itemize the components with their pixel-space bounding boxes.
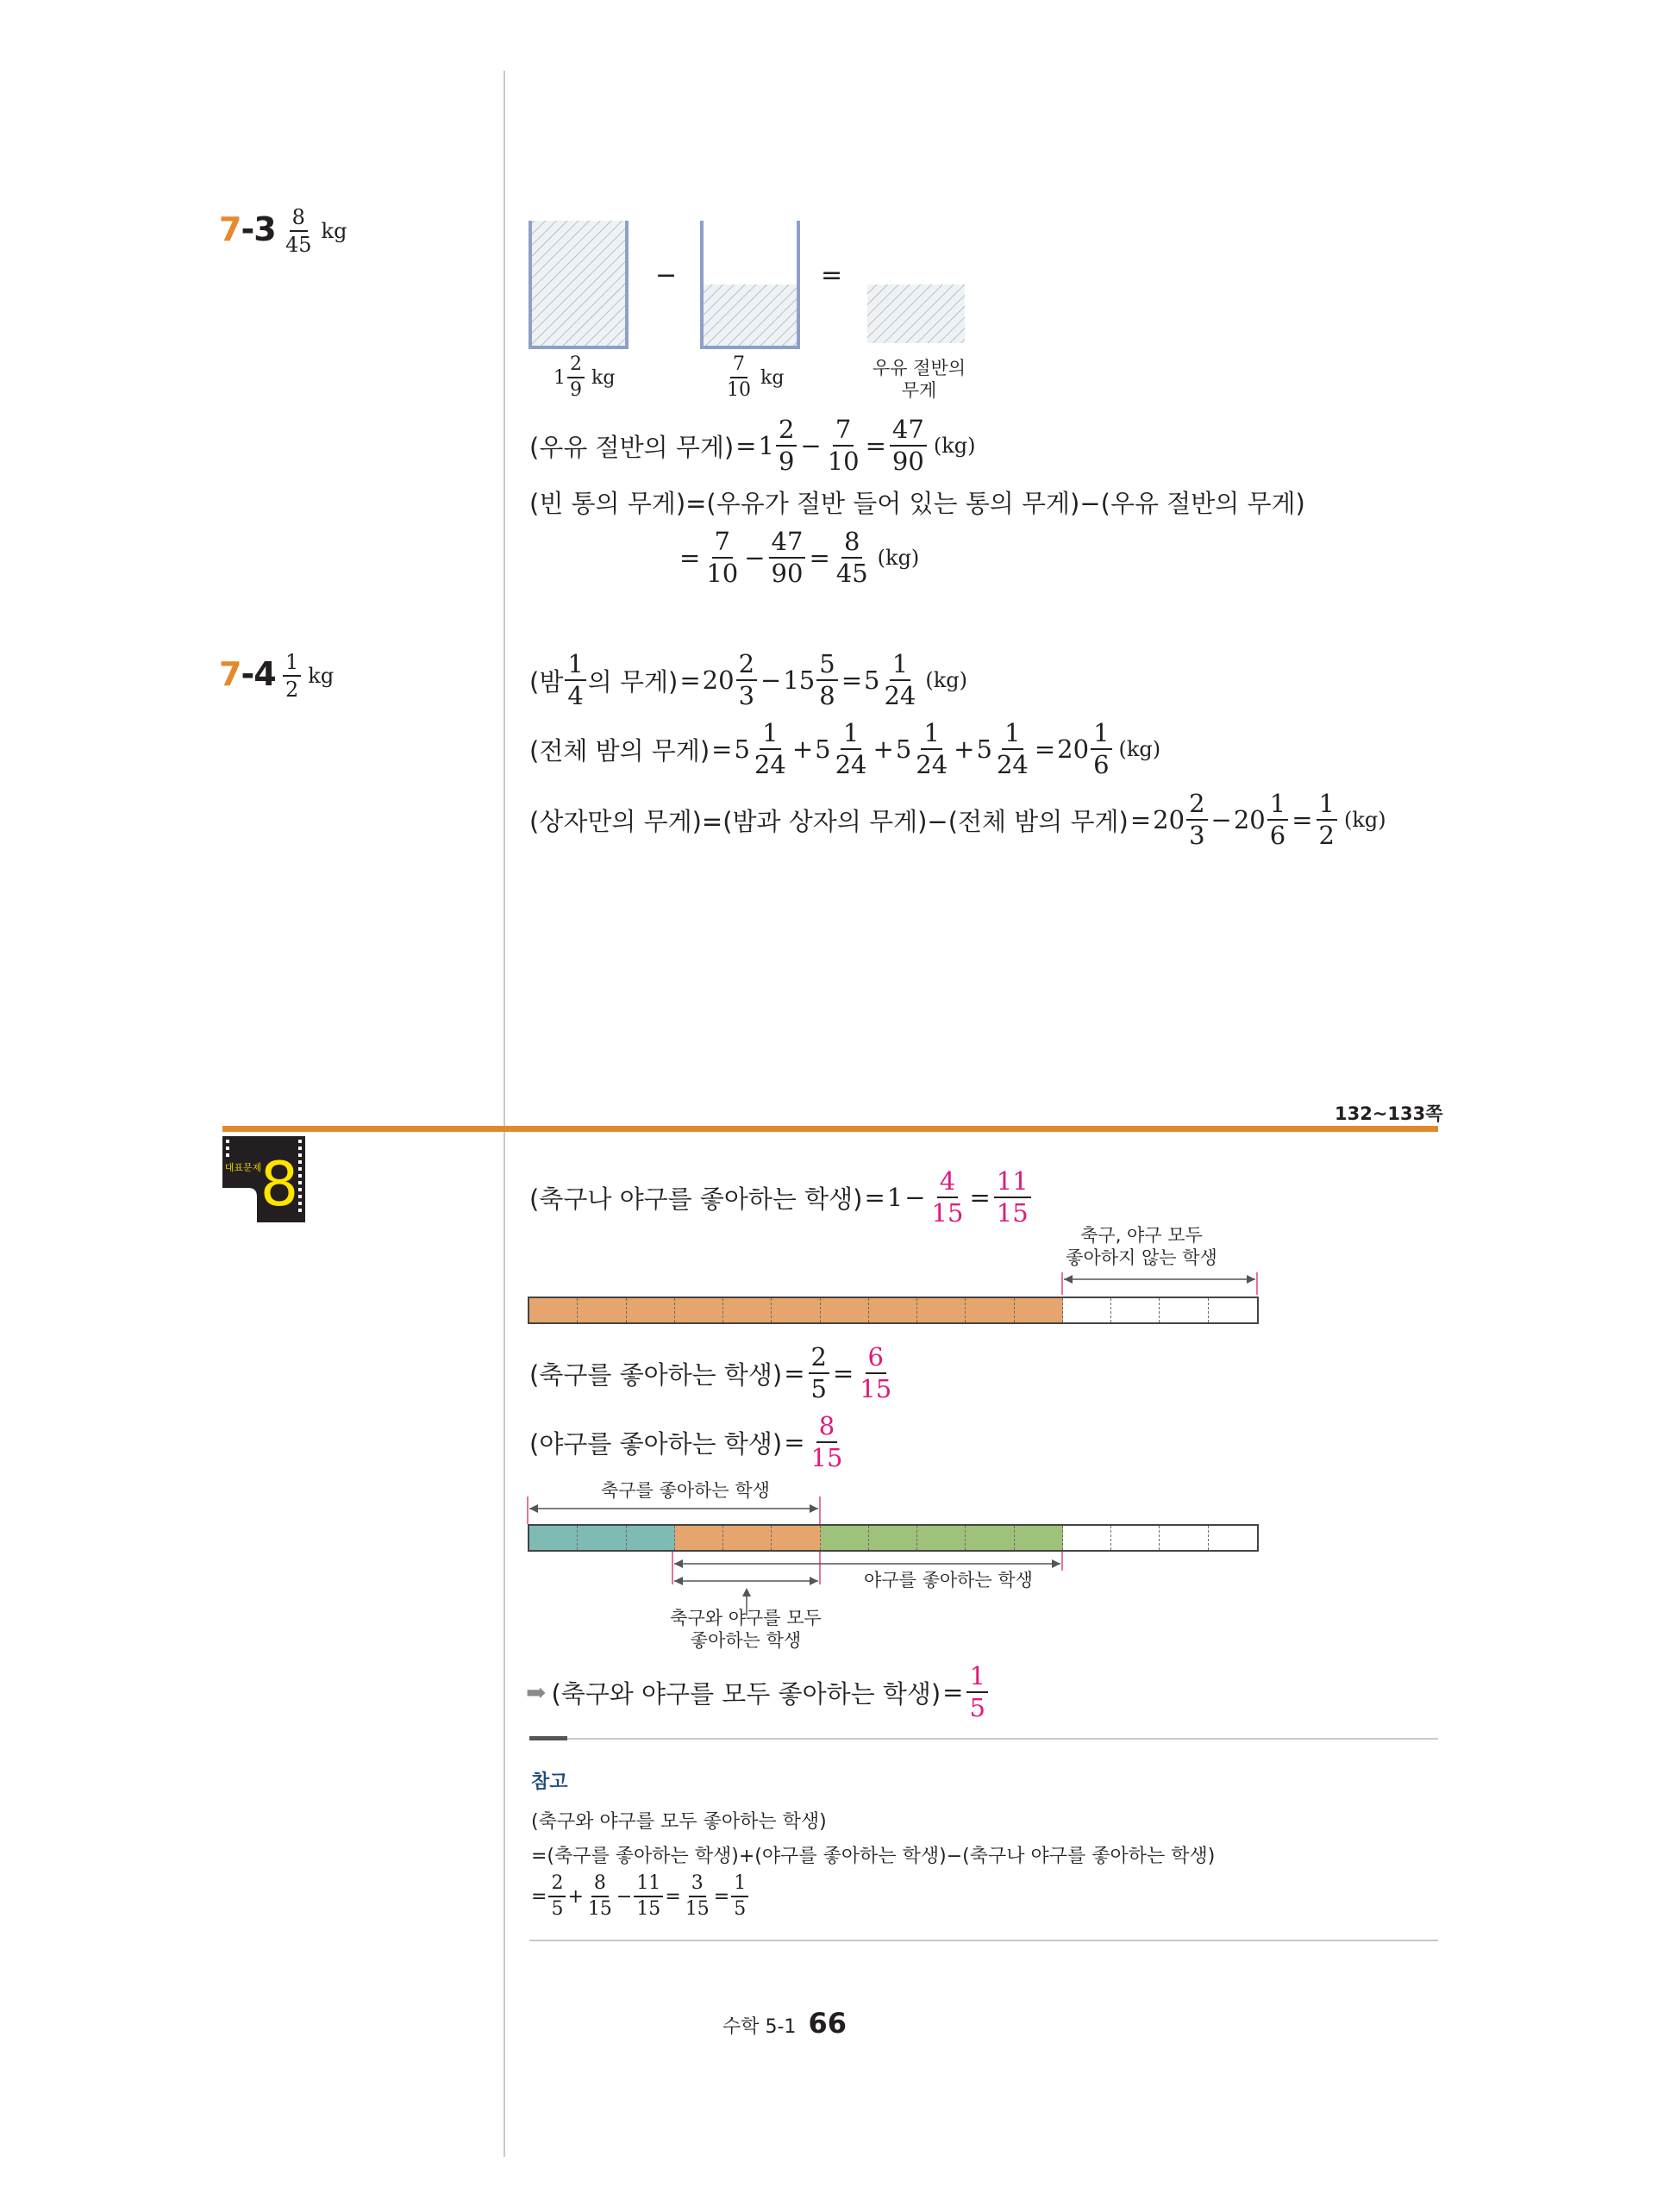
sol8-l3-label: (야구를 좋아하는 학생) xyxy=(529,1428,783,1459)
bar-segment xyxy=(869,1298,917,1322)
conclusion-arrow-icon: ➡ xyxy=(526,1678,547,1707)
label2-unit: kg xyxy=(760,366,785,389)
bar-segment xyxy=(627,1298,675,1322)
answer-7-3 xyxy=(281,207,347,255)
bar-segment xyxy=(1015,1526,1063,1550)
bar-segment xyxy=(917,1526,966,1550)
bar-segment xyxy=(966,1526,1014,1550)
bar-segment xyxy=(1063,1298,1111,1322)
sol8-line4: ➡ (축구와 야구를 모두 좋아하는 학생) = $\frac{1}{5}$ xyxy=(526,1664,990,1721)
label1-whole: 1 xyxy=(554,366,566,389)
bar1-model xyxy=(528,1297,1259,1324)
problem-number-7-3 xyxy=(219,210,276,248)
answer-unit: kg xyxy=(321,219,347,243)
sol73-l1-label: (우유 절반의 무게) xyxy=(529,432,735,462)
note-line3: = $\frac{2}{5}$ + $\frac{8}{15}$ − $\frac{11}{15}$ = $\frac{3}{15}$ = $\frac{1}{5}$ xyxy=(531,1874,750,1919)
sol74-l2-label: (전체 밤의 무게) xyxy=(529,735,710,765)
diagram-label-1 xyxy=(554,355,615,400)
sol74-unit-2: (kg) xyxy=(1118,737,1161,761)
sol8-l1-label: (축구나 야구를 좋아하는 학생) xyxy=(529,1184,863,1214)
bar-segment xyxy=(966,1298,1014,1322)
sol74-line3: (상자만의 무게)=(밤과 상자의 무게)−(전체 밤의 무게) = 20 $\frac{2}{3}$ − 20 $\frac{1}{6}$ = $\frac{1}{2}$ (kg) xyxy=(529,789,1386,850)
bar-segment xyxy=(723,1526,772,1550)
note-bottom-rule xyxy=(529,1940,1438,1941)
label1-unit: kg xyxy=(591,366,616,389)
answer-numerator: 8 xyxy=(290,207,308,232)
bar2-model xyxy=(528,1524,1259,1552)
bar-segment xyxy=(1209,1526,1257,1550)
bar1-caption-line2: 좋아하지 않는 학생 xyxy=(1066,1247,1217,1269)
answer-7-4 xyxy=(281,652,334,700)
bar-segment xyxy=(821,1526,869,1550)
bar1-caption xyxy=(1055,1224,1228,1270)
answer-denominator: 2 xyxy=(285,678,299,702)
diagram-minus: − xyxy=(655,260,678,291)
bar-segment xyxy=(529,1526,578,1550)
note-title: 참고 xyxy=(531,1771,568,1793)
bar-segment xyxy=(869,1526,917,1550)
label3-line1: 우유 절반의 xyxy=(872,358,966,378)
bar-segment xyxy=(578,1298,626,1322)
sol8-line3: (야구를 좋아하는 학생) = $\frac{8}{15}$ xyxy=(529,1411,843,1472)
diagram-equals: = xyxy=(821,260,843,291)
sol74-unit-1: (kg) xyxy=(925,668,968,692)
bar-segment xyxy=(1160,1526,1208,1550)
page-range: 132~133쪽 xyxy=(1335,1103,1443,1124)
bar2-top-caption: 축구를 좋아하는 학생 xyxy=(601,1480,770,1501)
bar1-caption-line1: 축구, 야구 모두 xyxy=(1080,1225,1203,1246)
bar-segment xyxy=(578,1526,626,1550)
representative-problem-badge xyxy=(222,1136,305,1222)
bar2-bottom-caption xyxy=(638,1607,854,1653)
bar-segment xyxy=(1111,1526,1160,1550)
bar-segment xyxy=(821,1298,869,1322)
problem-sub-number: -3 xyxy=(241,210,276,248)
half-milk-block xyxy=(867,284,965,343)
bar-segment xyxy=(772,1526,820,1550)
sol73-line3: = $\frac{7}{10}$ − $\frac{47}{90}$ = $\frac{8}{45}$ (kg) xyxy=(679,527,920,588)
diagram-label-2 xyxy=(722,355,784,400)
footer-book-title: 수학 5-1 xyxy=(722,2016,797,2038)
label2-den: 10 xyxy=(727,379,751,401)
sol8-l4-label: (축구와 야구를 모두 좋아하는 학생) xyxy=(551,1678,941,1709)
bar1-range-arrow xyxy=(1052,1271,1267,1297)
bar-segment xyxy=(1111,1298,1160,1322)
badge-number: 8 xyxy=(260,1149,299,1220)
sol73-line2: (빈 통의 무게)=(우유가 절반 들어 있는 통의 무게)−(우유 절반의 무게) xyxy=(529,489,1305,518)
label1-num: 2 xyxy=(567,355,585,378)
bar-segment xyxy=(1063,1526,1111,1550)
label3-line2: 무게 xyxy=(901,380,937,402)
bar-segment xyxy=(723,1298,772,1322)
sol74-line1: (밤 $\frac{1}{4}$ 의 무게) = 20 $\frac{2}{3}$ − 15 $\frac{5}{8}$ = 5 $\frac{1}{24}$ (kg) xyxy=(529,649,968,710)
bar-segment xyxy=(1209,1298,1257,1322)
note-line2: =(축구를 좋아하는 학생)+(야구를 좋아하는 학생)−(축구나 야구를 좋아하는 학생) xyxy=(531,1846,1216,1867)
full-container-milk xyxy=(530,221,627,347)
section-rule xyxy=(222,1126,1438,1132)
answer-denominator: 45 xyxy=(285,233,312,257)
label2-num: 7 xyxy=(730,355,747,378)
bar2-bottom-caption-line1: 축구와 야구를 모두 xyxy=(670,1608,822,1628)
sol73-unit: (kg) xyxy=(933,434,976,458)
badge-label: 대표문제 xyxy=(224,1162,262,1173)
note-line1: (축구와 야구를 모두 좋아하는 학생) xyxy=(531,1811,827,1833)
bar-segment xyxy=(1160,1298,1208,1322)
bar-segment xyxy=(675,1526,723,1550)
sol74-l1-post: 의 무게) xyxy=(587,666,679,697)
note-top-rule xyxy=(529,1738,1438,1740)
problem-sub-number: -4 xyxy=(241,655,276,693)
sol74-l3-label: (상자만의 무게)=(밤과 상자의 무게)−(전체 밤의 무게) xyxy=(529,806,1129,836)
column-divider xyxy=(504,71,505,2157)
sol74-unit-3: (kg) xyxy=(1343,808,1386,832)
sol74-l1-pre: (밤 xyxy=(529,666,564,697)
footer-page-number: 66 xyxy=(808,2007,847,2040)
sol73-unit-2: (kg) xyxy=(877,546,920,570)
problem-main-number: 7 xyxy=(219,655,241,693)
problem-number-7-4 xyxy=(219,655,276,693)
sol8-l2-label: (축구를 좋아하는 학생) xyxy=(529,1359,783,1390)
bar-segment xyxy=(529,1298,578,1322)
sol74-line2: (전체 밤의 무게) = 5 $\frac{1}{24}$ + 5 $\frac{1}{24}$ + 5 $\frac{1}{24}$ + 5 $\frac{1}{24}$ = 20 $\frac{1}{6}$ (kg) xyxy=(529,718,1161,779)
bar-segment xyxy=(1015,1298,1063,1322)
bar-segment xyxy=(627,1526,675,1550)
answer-numerator: 1 xyxy=(283,652,301,677)
sol73-line1: (우유 절반의 무게) = 1 $\frac{2}{9}$ − $\frac{7}{10}$ = $\frac{47}{90}$ (kg) xyxy=(529,415,976,476)
milk-container-diagram xyxy=(517,216,1000,362)
bar-segment xyxy=(772,1298,820,1322)
bar2-right-caption: 야구를 좋아하는 학생 xyxy=(864,1570,1033,1590)
note-top-mark xyxy=(529,1736,567,1740)
problem-main-number: 7 xyxy=(219,210,241,248)
sol8-line1: (축구나 야구를 좋아하는 학생) = 1 − $\frac{4}{15}$ = $\frac{11}{15}$ xyxy=(529,1169,1033,1226)
page-footer xyxy=(722,2007,847,2040)
sol8-line2: (축구를 좋아하는 학생) = $\frac{2}{5}$ = $\frac{6}{15}$ xyxy=(529,1342,892,1403)
bar-segment xyxy=(917,1298,966,1322)
label1-den: 9 xyxy=(570,379,582,401)
bar-segment xyxy=(675,1298,723,1322)
answer-unit: kg xyxy=(308,664,335,688)
diagram-label-3 xyxy=(859,357,979,403)
bar2-top-arrow xyxy=(524,1491,835,1526)
half-container-milk xyxy=(702,284,798,347)
bar2-bottom-caption-line2: 좋아하는 학생 xyxy=(690,1630,802,1652)
